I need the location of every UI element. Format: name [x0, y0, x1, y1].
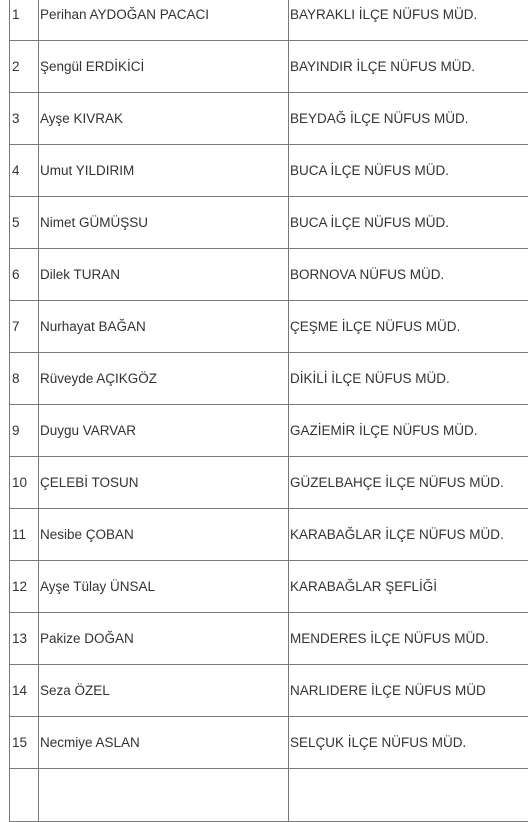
row-number: 1 — [10, 0, 39, 41]
row-number: 4 — [10, 145, 39, 197]
person-name: Perihan AYDOĞAN PACACI — [39, 0, 289, 41]
person-name: Umut YILDIRIM — [39, 145, 289, 197]
office-name: GÜZELBAHÇE İLÇE NÜFUS MÜD. — [289, 457, 528, 509]
office-name-empty — [289, 769, 528, 822]
office-name: DİKİLİ İLÇE NÜFUS MÜD. — [289, 353, 528, 405]
person-name-empty — [39, 769, 289, 822]
office-name: KARABAĞLAR İLÇE NÜFUS MÜD. — [289, 509, 528, 561]
table-row — [10, 717, 528, 769]
person-name: Nesibe ÇOBAN — [39, 509, 289, 561]
row-number: 13 — [10, 613, 39, 665]
office-name: ÇEŞME İLÇE NÜFUS MÜD. — [289, 301, 528, 353]
person-name: Nurhayat BAĞAN — [39, 301, 289, 353]
office-name: BEYDAĞ İLÇE NÜFUS MÜD. — [289, 93, 528, 145]
person-name: Dilek TURAN — [39, 249, 289, 301]
office-name: SELÇUK İLÇE NÜFUS MÜD. — [289, 717, 528, 769]
table-row — [10, 0, 528, 41]
office-name: BAYRAKLI İLÇE NÜFUS MÜD. — [289, 0, 528, 41]
row-number: 5 — [10, 197, 39, 249]
table-row — [10, 41, 528, 93]
table-row — [10, 561, 528, 613]
table-row — [10, 249, 528, 301]
office-name: BUCA İLÇE NÜFUS MÜD. — [289, 145, 528, 197]
person-name: Seza ÖZEL — [39, 665, 289, 717]
staff-table-body — [10, 0, 528, 822]
row-number: 6 — [10, 249, 39, 301]
office-name: BAYINDIR İLÇE NÜFUS MÜD. — [289, 41, 528, 93]
office-name: BORNOVA NÜFUS MÜD. — [289, 249, 528, 301]
row-number: 2 — [10, 41, 39, 93]
table-row — [10, 301, 528, 353]
staff-table-container — [9, 0, 528, 822]
person-name: Duygu VARVAR — [39, 405, 289, 457]
office-name: BUCA İLÇE NÜFUS MÜD. — [289, 197, 528, 249]
row-number: 12 — [10, 561, 39, 613]
person-name: Nimet GÜMÜŞSU — [39, 197, 289, 249]
row-number: 3 — [10, 93, 39, 145]
table-row — [10, 405, 528, 457]
row-number: 8 — [10, 353, 39, 405]
table-row-partial — [10, 769, 528, 822]
person-name: Rüveyde AÇIKGÖZ — [39, 353, 289, 405]
person-name: Ayşe KIVRAK — [39, 93, 289, 145]
row-number: 9 — [10, 405, 39, 457]
row-number: 11 — [10, 509, 39, 561]
office-name: MENDERES İLÇE NÜFUS MÜD. — [289, 613, 528, 665]
table-row — [10, 665, 528, 717]
row-number: 10 — [10, 457, 39, 509]
office-name: KARABAĞLAR ŞEFLİĞİ — [289, 561, 528, 613]
row-number: 14 — [10, 665, 39, 717]
office-name: NARLIDERE İLÇE NÜFUS MÜD — [289, 665, 528, 717]
table-row — [10, 145, 528, 197]
office-name: GAZİEMİR İLÇE NÜFUS MÜD. — [289, 405, 528, 457]
person-name: Necmiye ASLAN — [39, 717, 289, 769]
staff-table — [9, 0, 528, 822]
table-row — [10, 353, 528, 405]
table-row — [10, 93, 528, 145]
table-row — [10, 509, 528, 561]
person-name: ÇELEBİ TOSUN — [39, 457, 289, 509]
row-number: 15 — [10, 717, 39, 769]
table-row — [10, 457, 528, 509]
person-name: Ayşe Tülay ÜNSAL — [39, 561, 289, 613]
person-name: Şengül ERDİKİCİ — [39, 41, 289, 93]
row-number-empty — [10, 769, 39, 822]
table-row — [10, 613, 528, 665]
row-number: 7 — [10, 301, 39, 353]
table-row — [10, 197, 528, 249]
person-name: Pakize DOĞAN — [39, 613, 289, 665]
